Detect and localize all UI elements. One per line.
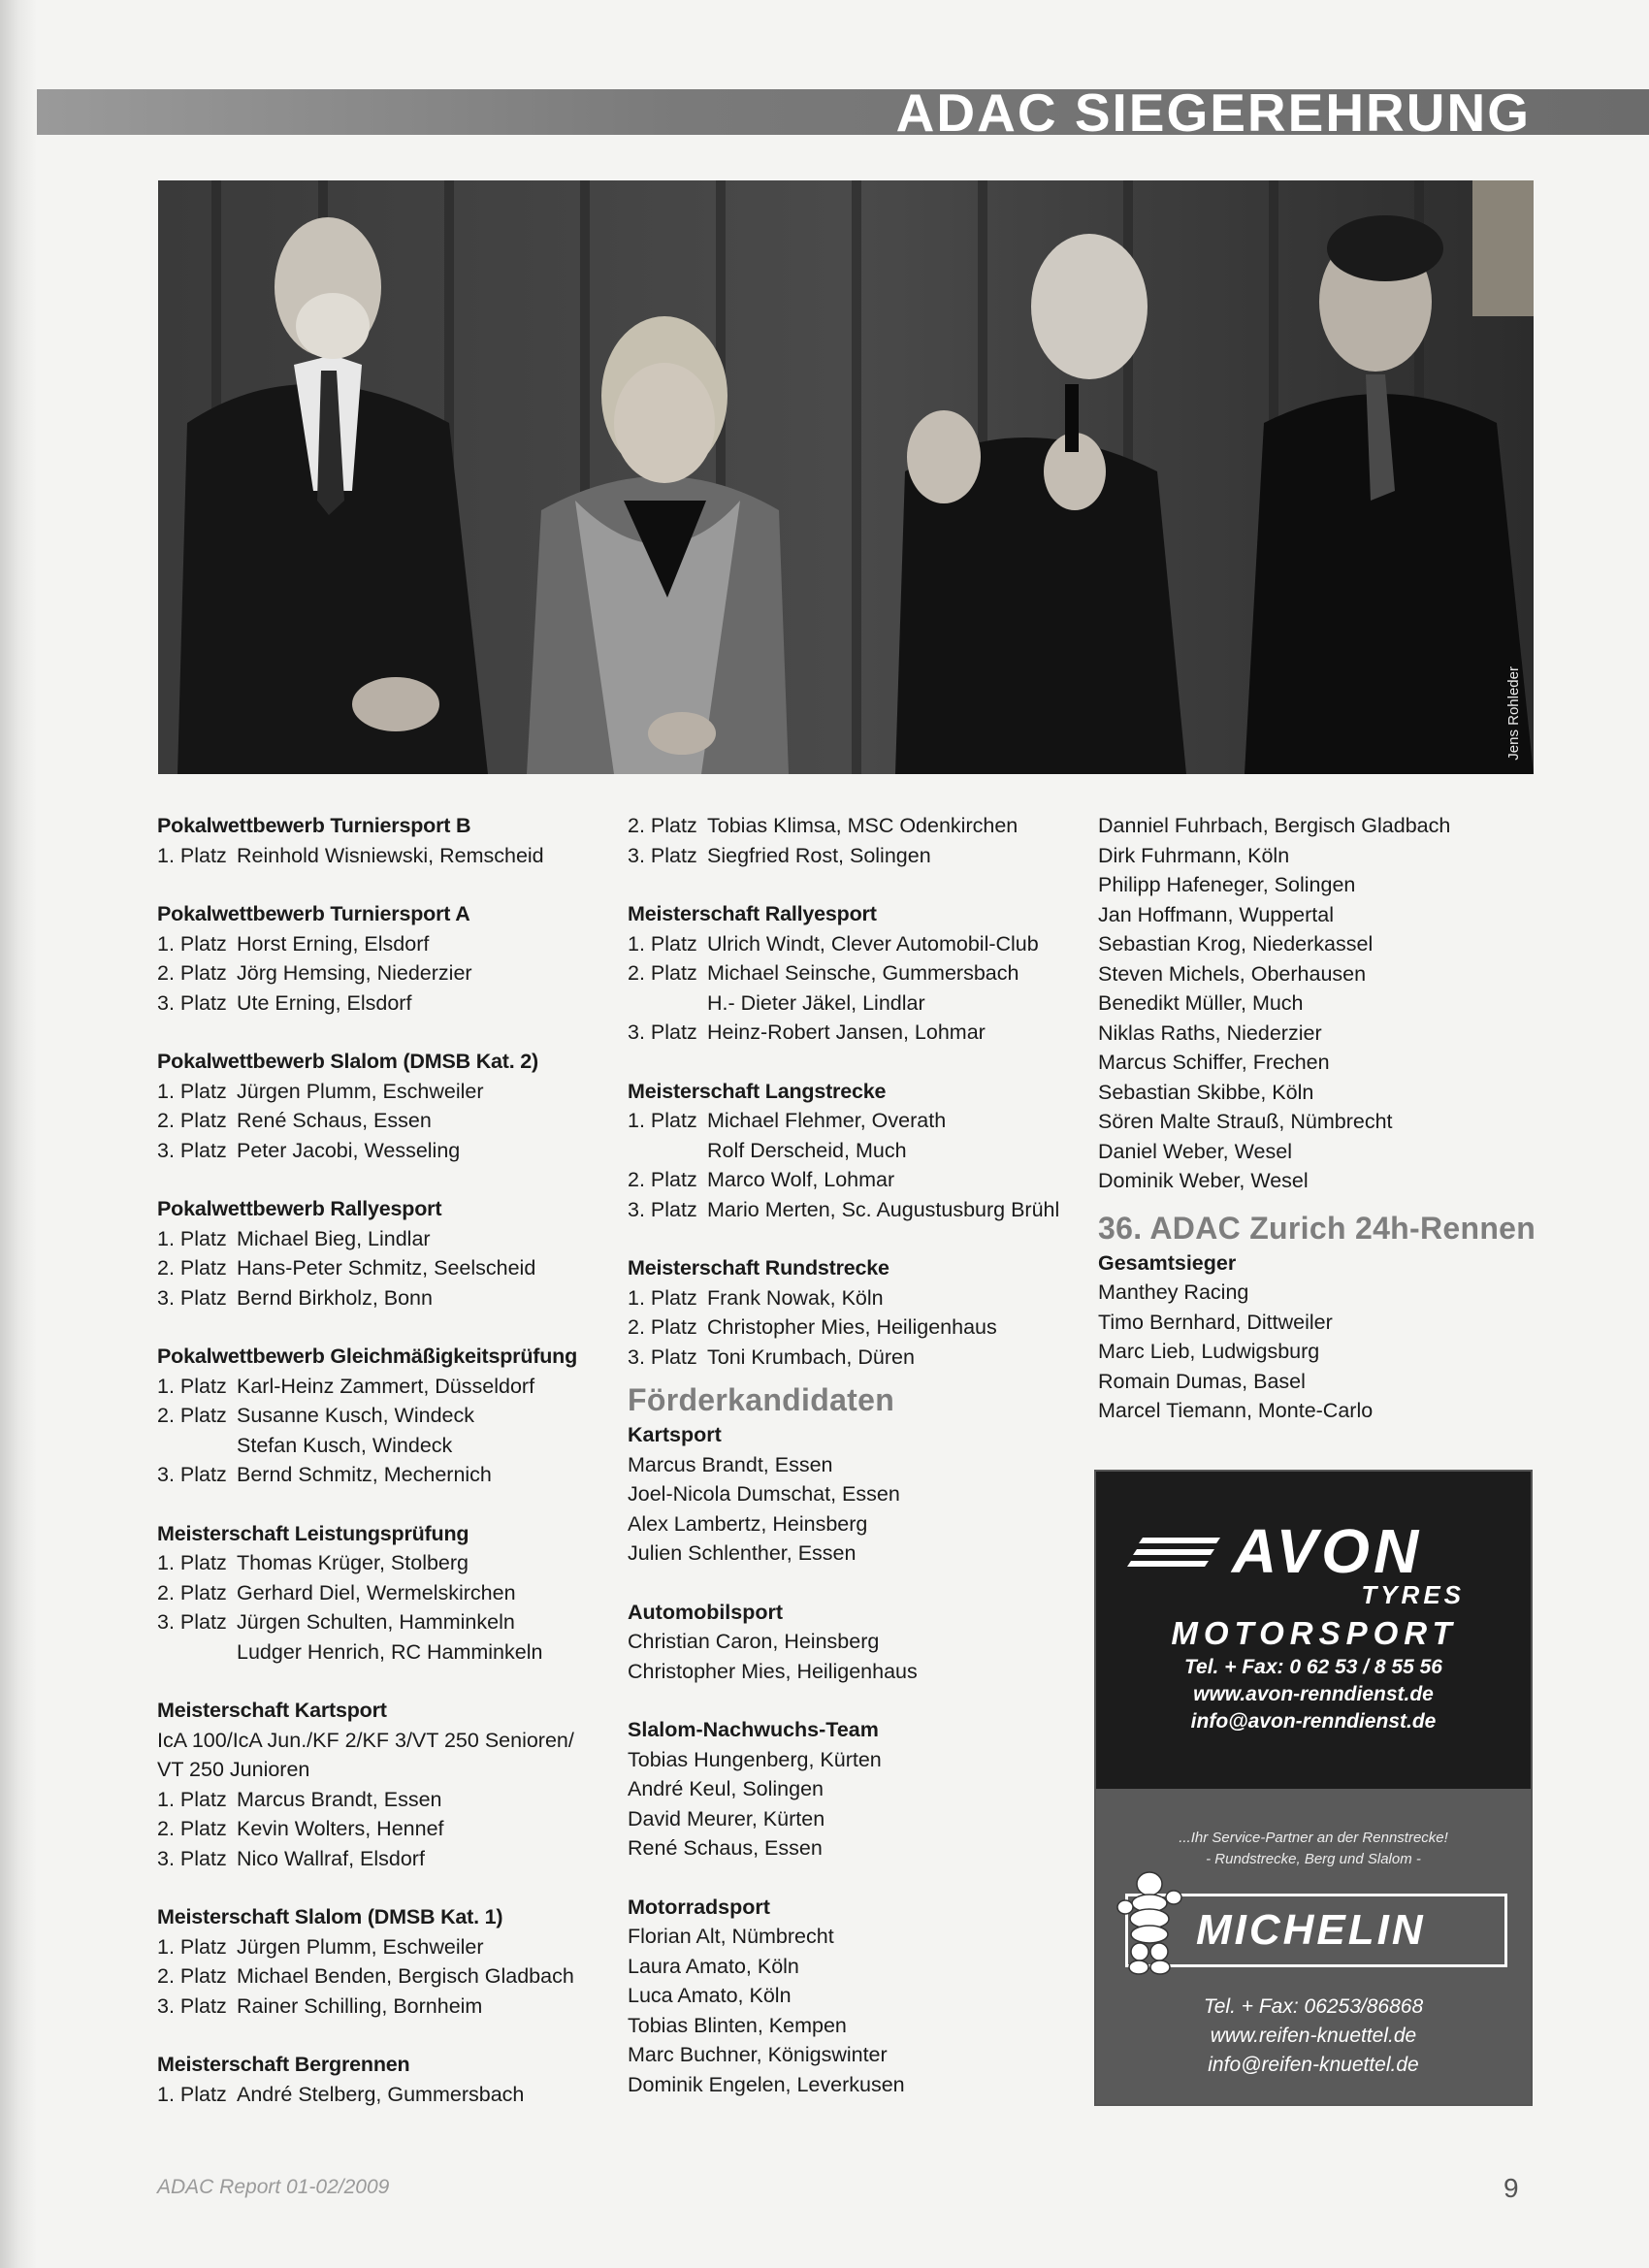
winner-name: Toni Krumbach, Düren	[707, 1345, 915, 1369]
result-row	[157, 2080, 584, 2110]
place-label: 2. Platz	[157, 1109, 227, 1132]
winner-name: Michael Seinsche, Gummersbach	[707, 961, 1019, 985]
avon-email: info@avon-renndienst.de	[1190, 1710, 1437, 1733]
section-24h-rennen	[1098, 1248, 1544, 1426]
result-row	[157, 1578, 584, 1608]
ceremony-photo	[158, 180, 1534, 774]
result-row	[157, 1372, 584, 1402]
michelin-email: info@reifen-knuettel.de	[1208, 2054, 1419, 2076]
section-leistungspruefung	[157, 1519, 584, 1668]
winner-name: Ulrich Windt, Clever Automobil-Club	[707, 931, 1039, 956]
place-label: 2. Platz	[157, 1580, 227, 1604]
place-label: 1. Platz	[157, 1079, 227, 1103]
avon-ad-panel	[1096, 1472, 1531, 1789]
michelin-website: www.reifen-knuettel.de	[1210, 2025, 1417, 2047]
place-label: 2. Platz	[157, 1256, 227, 1280]
winner-name: André Stelberg, Gummersbach	[237, 2082, 525, 2106]
winner-name: Kevin Wolters, Hennef	[237, 1817, 444, 1840]
place-label: 1. Platz	[157, 1934, 227, 1959]
result-row	[157, 1607, 584, 1637]
result-row	[157, 1253, 584, 1283]
winner-name: Michael Bieg, Lindlar	[237, 1226, 431, 1250]
place-label: 3. Platz	[157, 1993, 227, 2018]
winner-name-continued: Ludger Henrich, RC Hamminkeln	[237, 1639, 543, 1664]
michelin-ad-panel	[1096, 1789, 1531, 2104]
section-bergrennen-continued	[628, 811, 1054, 870]
candidate-name: Marc Buchner, Königswinter	[628, 2043, 888, 2066]
result-row	[157, 1548, 584, 1578]
winner-name: Rainer Schilling, Bornheim	[237, 1993, 483, 2018]
service-tagline	[1096, 1828, 1531, 1870]
category-title: Kartsport	[628, 1423, 722, 1446]
michelin-phone: Tel. + Fax: 06253/86868	[1203, 1995, 1424, 2018]
winner-name-continued: Stefan Kusch, Windeck	[237, 1433, 453, 1457]
result-row	[157, 1992, 584, 2022]
section-turniersport-b	[157, 811, 584, 870]
place-label: 1. Platz	[157, 1551, 227, 1574]
place-label: 2. Platz	[628, 961, 697, 985]
section-title: Meisterschaft Rallyesport	[628, 902, 877, 925]
result-row	[628, 958, 1054, 988]
place-label: 2. Platz	[628, 814, 697, 837]
section-pokal-rallyesport	[157, 1194, 584, 1312]
tagline-line-2: - Rundstrecke, Berg und Slalom -	[1206, 1851, 1421, 1867]
winner-name: Susanne Kusch, Windeck	[237, 1404, 474, 1427]
result-row	[157, 1077, 584, 1107]
race-heading: 36. ADAC Zurich 24h-Rennen	[1098, 1210, 1536, 1246]
place-label: 2. Platz	[157, 1404, 227, 1427]
avon-website: www.avon-renndienst.de	[1193, 1683, 1434, 1705]
section-title: Meisterschaft Leistungsprüfung	[157, 1521, 469, 1545]
place-label: 2. Platz	[628, 1315, 697, 1339]
result-row	[628, 1018, 1054, 1048]
place-label: 2. Platz	[628, 1168, 697, 1191]
result-row	[628, 929, 1054, 959]
section-title: Pokalwettbewerb Turniersport A	[157, 902, 470, 925]
winner-name: Jörg Hemsing, Niederzier	[237, 961, 472, 985]
winner-name: Heinz-Robert Jansen, Lohmar	[707, 1021, 986, 1044]
results-column-2	[628, 811, 1060, 2099]
place-label: 1. Platz	[157, 931, 227, 956]
section-rallyesport	[628, 899, 1054, 1048]
candidate-name: Jan Hoffmann, Wuppertal	[1098, 902, 1335, 926]
category-title: Gesamtsieger	[1098, 1250, 1237, 1275]
results-column-1	[157, 811, 584, 2109]
result-row	[628, 1283, 1054, 1313]
winner-name: Marco Wolf, Lohmar	[707, 1168, 895, 1191]
winner-name: Horst Erning, Elsdorf	[237, 931, 430, 956]
category-title: Slalom-Nachwuchs-Team	[628, 1718, 879, 1741]
candidate-name: Florian Alt, Nümbrecht	[628, 1925, 834, 1948]
section-title: Pokalwettbewerb Gleichmäßigkeitsprüfung	[157, 1345, 578, 1368]
winner-name: Karl-Heinz Zammert, Düsseldorf	[237, 1374, 535, 1398]
candidate-name: Julien Schlenther, Essen	[628, 1541, 857, 1565]
candidate-name: Tobias Hungenberg, Kürten	[628, 1747, 882, 1771]
avon-wordmark: AVON	[1232, 1516, 1423, 1586]
winner-name: Gerhard Diel, Wermelskirchen	[237, 1580, 516, 1604]
result-row	[157, 1224, 584, 1254]
candidate-name: Sebastian Krog, Niederkassel	[1098, 932, 1374, 956]
section-slalom-kat2	[157, 1047, 584, 1165]
motorrad-names-continued	[1098, 811, 1544, 1196]
winner-name: Tobias Klimsa, MSC Odenkirchen	[707, 814, 1018, 837]
michelin-man-icon	[1116, 1868, 1183, 1977]
place-label: 1. Platz	[157, 843, 227, 867]
section-title: Pokalwettbewerb Rallyesport	[157, 1197, 442, 1220]
result-row	[157, 1106, 584, 1136]
section-title: Pokalwettbewerb Turniersport B	[157, 814, 471, 837]
section-title: Pokalwettbewerb Slalom (DMSB Kat. 2)	[157, 1050, 539, 1073]
winner-name: Christopher Mies, Heiligenhaus	[707, 1315, 997, 1339]
winner-name: Frank Nowak, Köln	[707, 1285, 884, 1310]
candidate-name: Christian Caron, Heinsberg	[628, 1630, 880, 1653]
result-row	[628, 1165, 1054, 1195]
result-row	[157, 1814, 584, 1844]
result-row	[157, 929, 584, 959]
place-label: 1. Platz	[628, 931, 697, 956]
place-label: 3. Platz	[157, 1610, 227, 1634]
avon-tyres-text: TYRES	[1361, 1580, 1465, 1609]
section-gleichmaessigkeit	[157, 1342, 584, 1490]
category-title: Automobilsport	[628, 1600, 784, 1624]
page-binding-shadow	[0, 0, 37, 2268]
avon-contact	[1096, 1654, 1531, 1735]
place-label: 3. Platz	[157, 990, 227, 1015]
page-number: 9	[1504, 2173, 1519, 2203]
photo-credit: Jens Rohleder	[1505, 666, 1522, 761]
place-label: 2. Platz	[157, 961, 227, 985]
candidate-name: Alex Lambertz, Heinsberg	[628, 1511, 868, 1536]
result-row	[157, 1932, 584, 1962]
place-label: 1. Platz	[628, 1285, 697, 1310]
winner-name: Hans-Peter Schmitz, Seelscheid	[237, 1256, 536, 1280]
avon-michelin-advertisement	[1094, 1470, 1533, 2106]
winner-name: Jürgen Schulten, Hamminkeln	[237, 1610, 515, 1634]
candidate-name: Dirk Fuhrmann, Köln	[1098, 843, 1290, 867]
winner-name: Thomas Krüger, Stolberg	[237, 1551, 469, 1574]
section-title: Meisterschaft Kartsport	[157, 1699, 387, 1722]
candidate-name: Joel-Nicola Dumschat, Essen	[628, 1482, 900, 1506]
results-column-3	[1098, 811, 1544, 1455]
winner-name: René Schaus, Essen	[237, 1109, 432, 1132]
section-title: Meisterschaft Slalom (DMSB Kat. 1)	[157, 1905, 503, 1928]
winner-name: Jürgen Plumm, Eschweiler	[237, 1079, 484, 1103]
candidate-name: Daniel Weber, Wesel	[1098, 1139, 1292, 1163]
place-label: 3. Platz	[157, 1463, 227, 1486]
result-row	[157, 841, 584, 871]
candidate-name: Christopher Mies, Heiligenhaus	[628, 1659, 918, 1683]
candidate-name: Benedikt Müller, Much	[1098, 991, 1304, 1015]
winner-name: Marcel Tiemann, Monte-Carlo	[1098, 1399, 1374, 1422]
candidate-name: Dominik Weber, Wesel	[1098, 1169, 1309, 1192]
section-rundstrecke	[628, 1253, 1054, 1372]
winner-name: Manthey Racing	[1098, 1280, 1249, 1304]
result-row	[628, 811, 1054, 841]
footer-publication: ADAC Report 01-02/2009	[157, 2176, 390, 2198]
winner-name: Timo Bernhard, Dittweiler	[1098, 1310, 1333, 1334]
michelin-contact	[1096, 1993, 1531, 2080]
result-row	[628, 1343, 1054, 1373]
place-label: 3. Platz	[157, 1846, 227, 1870]
winner-name-continued: H.- Dieter Jäkel, Lindlar	[707, 990, 925, 1015]
foerderkandidaten-heading: Förderkandidaten	[628, 1382, 895, 1417]
candidate-name: Niklas Raths, Niederzier	[1098, 1021, 1322, 1045]
candidate-name: Sören Malte Strauß, Nümbrecht	[1098, 1110, 1393, 1133]
result-row	[157, 1460, 584, 1490]
result-row	[157, 1136, 584, 1166]
place-label: 3. Platz	[628, 1197, 697, 1221]
place-label: 3. Platz	[628, 1345, 697, 1369]
winner-name: Marcus Brandt, Essen	[237, 1787, 442, 1811]
winner-name: Nico Wallraf, Elsdorf	[237, 1846, 425, 1870]
winner-name: Reinhold Wisniewski, Remscheid	[237, 843, 544, 867]
result-row	[157, 1844, 584, 1874]
place-label: 1. Platz	[157, 2082, 227, 2106]
category-title: Motorradsport	[628, 1895, 770, 1919]
result-row	[157, 988, 584, 1019]
result-row	[628, 1106, 1054, 1136]
result-row	[157, 958, 584, 988]
foerder-kartsport	[628, 1420, 1054, 1569]
section-title: Meisterschaft Langstrecke	[628, 1079, 887, 1103]
candidate-name: David Meurer, Kürten	[628, 1806, 825, 1831]
place-label: 1. Platz	[157, 1226, 227, 1250]
place-label: 1. Platz	[157, 1787, 227, 1811]
michelin-wordmark: MICHELIN	[1196, 1906, 1426, 1954]
candidate-name: Luca Amato, Köln	[628, 1984, 792, 2007]
candidate-name: Sebastian Skibbe, Köln	[1098, 1080, 1314, 1104]
winner-name: Siegfried Rost, Solingen	[707, 843, 931, 867]
result-row	[628, 1312, 1054, 1343]
class-note: VT 250 Junioren	[157, 1758, 310, 1781]
winner-name: Peter Jacobi, Wesseling	[237, 1138, 461, 1162]
winner-name: Romain Dumas, Basel	[1098, 1369, 1306, 1393]
result-row	[628, 1195, 1060, 1225]
place-label: 3. Platz	[628, 843, 697, 867]
candidate-name: Marcus Schiffer, Frechen	[1098, 1051, 1330, 1074]
section-bergrennen	[157, 2050, 584, 2109]
candidate-name: Marcus Brandt, Essen	[628, 1452, 833, 1476]
place-label: 2. Platz	[157, 1817, 227, 1840]
section-turniersport-a	[157, 899, 584, 1018]
winner-name: Bernd Birkholz, Bonn	[237, 1285, 433, 1310]
tagline-line-1: ...Ihr Service-Partner an der Rennstrecke!	[1179, 1830, 1448, 1846]
avon-motorsport-text: MOTORSPORT	[1171, 1615, 1458, 1651]
result-row	[628, 841, 1054, 871]
avon-logo	[1125, 1516, 1504, 1654]
result-row	[157, 1961, 584, 1992]
result-row	[157, 1401, 584, 1431]
place-label: 1. Platz	[157, 1374, 227, 1398]
candidate-name: André Keul, Solingen	[628, 1777, 824, 1800]
avon-phone: Tel. + Fax: 0 62 53 / 8 55 56	[1184, 1656, 1442, 1678]
place-label: 3. Platz	[157, 1138, 227, 1162]
candidate-name: Danniel Fuhrbach, Bergisch Gladbach	[1098, 814, 1451, 837]
foerder-motorradsport	[628, 1893, 1054, 2100]
class-note: IcA 100/IcA Jun./KF 2/KF 3/VT 250 Senioren/	[157, 1728, 574, 1752]
section-title: Meisterschaft Rundstrecke	[628, 1256, 889, 1280]
place-label: 1. Platz	[628, 1109, 697, 1132]
ceremony-photo-illustration	[158, 180, 1534, 774]
section-title: Meisterschaft Bergrennen	[157, 2053, 410, 2076]
section-slalom-kat1	[157, 1902, 584, 2021]
winner-name: Marc Lieb, Ludwigsburg	[1098, 1340, 1320, 1363]
page-title: ADAC SIEGEREHRUNG	[895, 82, 1531, 143]
winner-name: Bernd Schmitz, Mechernich	[237, 1463, 492, 1486]
section-kartsport	[157, 1696, 584, 1873]
candidate-name: René Schaus, Essen	[628, 1836, 823, 1860]
result-row	[157, 1283, 584, 1313]
place-label: 3. Platz	[157, 1285, 227, 1310]
candidate-name: Philipp Hafeneger, Solingen	[1098, 873, 1356, 896]
place-label: 3. Platz	[628, 1021, 697, 1044]
winner-name: Ute Erning, Elsdorf	[237, 990, 412, 1015]
result-row	[157, 1785, 584, 1815]
candidate-name: Dominik Engelen, Leverkusen	[628, 2072, 905, 2096]
candidate-name: Tobias Blinten, Kempen	[628, 2013, 847, 2037]
candidate-name: Steven Michels, Oberhausen	[1098, 961, 1367, 986]
place-label: 2. Platz	[157, 1964, 227, 1988]
winner-name: Mario Merten, Sc. Augustusburg Brühl	[707, 1197, 1060, 1221]
candidate-name: Laura Amato, Köln	[628, 1954, 799, 1978]
winner-name: Michael Flehmer, Overath	[707, 1109, 947, 1132]
foerder-automobilsport	[628, 1598, 1054, 1687]
winner-name: Michael Benden, Bergisch Gladbach	[237, 1964, 574, 1988]
section-langstrecke	[628, 1077, 1060, 1225]
winner-name: Jürgen Plumm, Eschweiler	[237, 1934, 484, 1959]
foerder-slalom-team	[628, 1715, 1054, 1863]
winner-name-continued: Rolf Derscheid, Much	[707, 1138, 907, 1162]
